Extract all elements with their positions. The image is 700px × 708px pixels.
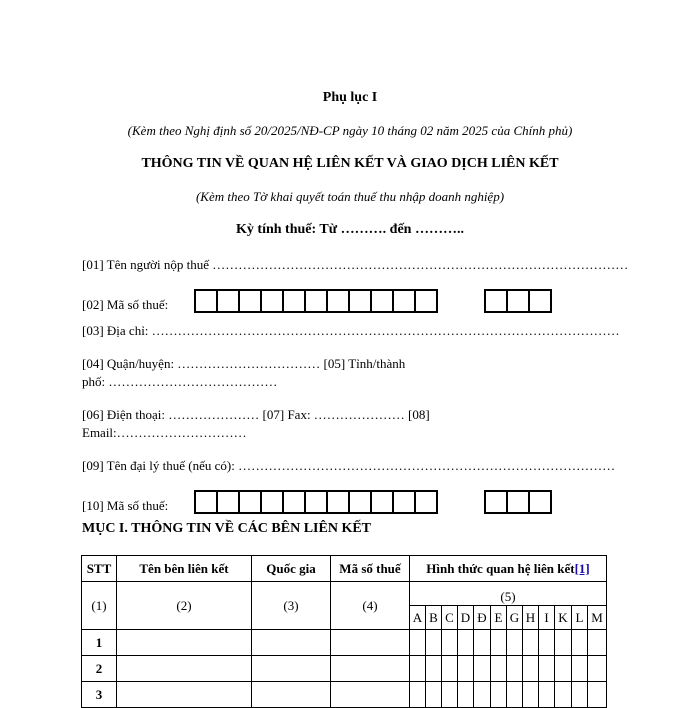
num-1: (1)	[82, 582, 117, 630]
digit-box[interactable]	[216, 490, 240, 514]
digit-box[interactable]	[260, 490, 284, 514]
digit-box[interactable]	[326, 490, 350, 514]
related-parties-table	[81, 555, 607, 708]
field-tax-code-label: [02] Mã số thuế:	[82, 297, 169, 312]
tax-code-boxes[interactable]	[196, 289, 438, 313]
field-address: [03] Địa chỉ: ………………………………………………………………………………………………	[82, 323, 620, 338]
letter-cell: K	[555, 606, 572, 630]
letter-cell: B	[426, 606, 442, 630]
digit-box[interactable]	[528, 490, 552, 514]
num-5: (5)	[410, 582, 607, 606]
letter-cell: D	[458, 606, 474, 630]
digit-box[interactable]	[392, 490, 416, 514]
tax-period: Kỳ tính thuế: Từ ………. đến ………..	[236, 222, 464, 237]
table-row	[82, 656, 607, 682]
digit-box[interactable]	[304, 289, 328, 313]
tax-code-branch-boxes[interactable]	[486, 289, 552, 313]
digit-box[interactable]	[370, 289, 394, 313]
field-district: [04] Quận/huyện: …………………………… [05] Tỉnh/thành	[82, 356, 406, 371]
digit-box[interactable]	[238, 490, 262, 514]
agent-tax-code-branch-boxes[interactable]	[486, 490, 552, 514]
letter-cell: C	[442, 606, 458, 630]
digit-box[interactable]	[194, 289, 218, 313]
form-subtitle: (Kèm theo Tờ khai quyết toán thuế thu nhập doanh nghiệp)	[195, 189, 505, 204]
letter-cell: I	[539, 606, 555, 630]
digit-box[interactable]	[348, 490, 372, 514]
decree-note: (Kèm theo Nghị định số 20/2025/NĐ-CP ngày 10 tháng 02 năm 2025 của Chính phủ)	[127, 123, 573, 138]
form-title: THÔNG TIN VỀ QUAN HỆ LIÊN KẾT VÀ GIAO DỊCH LIÊN KẾT	[141, 156, 559, 171]
digit-box[interactable]	[260, 289, 284, 313]
table-row	[82, 630, 607, 656]
digit-box[interactable]	[238, 289, 262, 313]
field-tax-agent: [09] Tên đại lý thuế (nếu có): ……………………………………………………………………………	[82, 458, 616, 473]
footnote-link[interactable]: [1]	[574, 560, 590, 576]
header-name: Tên bên liên kết	[117, 556, 252, 582]
field-taxpayer-name: [01] Tên người nộp thuế ……………………………………………………………………………………	[82, 257, 629, 272]
header-tax-code: Mã số thuế	[331, 556, 410, 582]
digit-box[interactable]	[414, 289, 438, 313]
digit-box[interactable]	[326, 289, 350, 313]
digit-box[interactable]	[348, 289, 372, 313]
digit-box[interactable]	[506, 289, 530, 313]
field-email: Email:…………………………	[82, 425, 247, 440]
field-agent-tax-code-label: [10] Mã số thuế:	[82, 498, 169, 513]
num-2: (2)	[117, 582, 252, 630]
section-title: MỤC I. THÔNG TIN VỀ CÁC BÊN LIÊN KẾT	[82, 521, 372, 536]
letter-cell: M	[588, 606, 607, 630]
digit-box[interactable]	[216, 289, 240, 313]
digit-box[interactable]	[282, 289, 306, 313]
header-relation-label: Hình thức quan hệ liên kết	[426, 560, 575, 576]
digit-box[interactable]	[304, 490, 328, 514]
digit-box[interactable]	[484, 289, 508, 313]
digit-box[interactable]	[528, 289, 552, 313]
digit-box[interactable]	[282, 490, 306, 514]
field-province: phố: …………………………………	[82, 374, 278, 389]
letter-cell: A	[410, 606, 426, 630]
row-number: 1	[82, 630, 117, 656]
header-stt: STT	[82, 556, 117, 582]
digit-box[interactable]	[484, 490, 508, 514]
agent-tax-code-boxes[interactable]	[196, 490, 438, 514]
letter-cell: Đ	[474, 606, 491, 630]
header-relation	[410, 556, 607, 582]
field-phone: [06] Điện thoại: ………………… [07] Fax: ………………… [08]	[82, 407, 430, 422]
header-country: Quốc gia	[252, 556, 331, 582]
letter-cell: E	[491, 606, 507, 630]
letter-cell: G	[507, 606, 523, 630]
table-row	[82, 682, 607, 708]
digit-box[interactable]	[370, 490, 394, 514]
num-3: (3)	[252, 582, 331, 630]
appendix-title: Phụ lục I	[322, 90, 378, 105]
letter-cell: H	[523, 606, 539, 630]
digit-box[interactable]	[414, 490, 438, 514]
row-number: 3	[82, 682, 117, 708]
row-number: 2	[82, 656, 117, 682]
digit-box[interactable]	[392, 289, 416, 313]
digit-box[interactable]	[506, 490, 530, 514]
digit-box[interactable]	[194, 490, 218, 514]
letter-cell: L	[572, 606, 588, 630]
num-4: (4)	[331, 582, 410, 630]
